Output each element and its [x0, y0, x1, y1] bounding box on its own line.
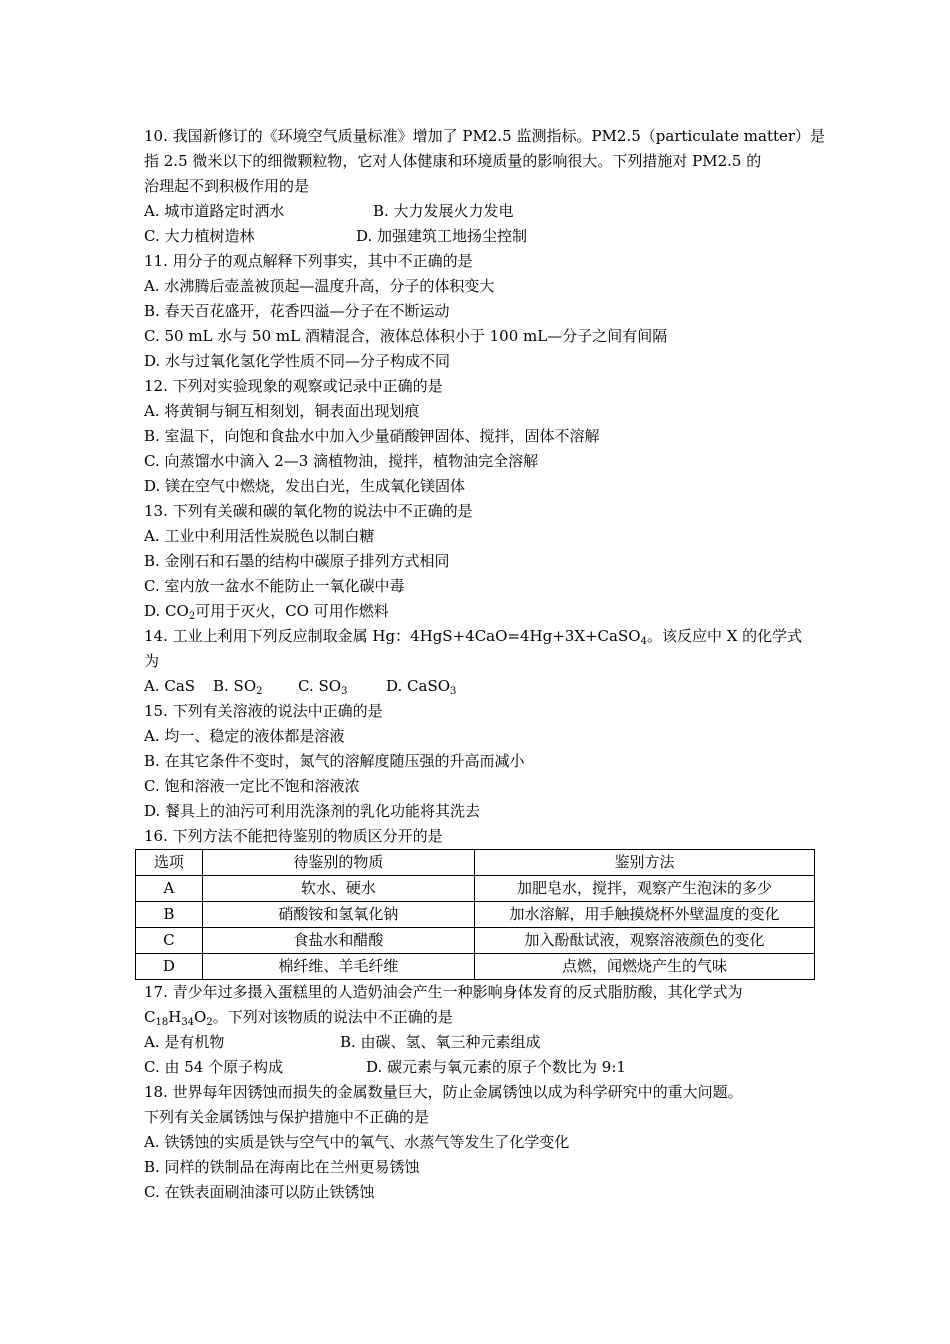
q17-formula-c-sub: 18 — [155, 1017, 169, 1028]
q16-stem: 16. 下列方法不能把待鉴别的物质区分开的是 — [144, 827, 443, 845]
q13-option-a: A. 工业中利用活性炭脱色以制白糖 — [144, 527, 375, 545]
q14-option-c-sub: 3 — [341, 686, 348, 697]
q10-option-a: A. 城市道路定时洒水 — [144, 202, 285, 220]
q14-option-b — [213, 674, 298, 699]
table-cell: 加肥皂水，搅拌，观察产生泡沫的多少 — [475, 876, 815, 902]
q13-stem: 13. 下列有关碳和碳的氧化物的说法中不正确的是 — [144, 502, 473, 520]
q17-formula-h-sub: 34 — [181, 1017, 195, 1028]
table-cell: 加水溶解，用手触摸烧杯外壁温度的变化 — [475, 902, 815, 928]
q15-option-b: B. 在其它条件不变时，氮气的溶解度随压强的升高而减小 — [144, 752, 525, 770]
q10-stem-line1: 10. 我国新修订的《环境空气质量标准》增加了 PM2.5 监测指标。PM2.5（particulate matter）是 — [144, 127, 826, 145]
q17-option-a: A. 是有机物 — [144, 1033, 225, 1051]
q14-option-b-text: B. SO — [213, 677, 257, 695]
q10-options-cd — [144, 224, 824, 249]
q14-option-a: A. CaS — [144, 677, 196, 695]
q17-options-ab — [144, 1030, 824, 1055]
q18-option-a: A. 铁锈蚀的实质是铁与空气中的氧气、水蒸气等发生了化学变化 — [144, 1133, 570, 1151]
q10-stem-line3: 治理起不到积极作用的是 — [144, 177, 310, 195]
q10-stem-line2: 指 2.5 微米以下的细微颗粒物，它对人体健康和环境质量的影响很大。下列措施对 PM2.5 的 — [144, 152, 762, 170]
q13-option-d-post: 可用于灭火，CO 可用作燃料 — [195, 602, 389, 620]
q17-option-c: C. 由 54 个原子构成 — [144, 1058, 284, 1076]
exam-page — [144, 124, 824, 1205]
q11-stem: 11. 用分子的观点解释下列事实，其中不正确的是 — [144, 252, 473, 270]
q14-option-d — [386, 674, 456, 699]
table-header-method: 鉴别方法 — [475, 850, 815, 876]
q12-option-c: C. 向蒸馏水中滴入 2—3 滴植物油，搅拌，植物油完全溶解 — [144, 452, 539, 470]
q17-formula-o: O — [194, 1008, 207, 1026]
q17-stem-post: 。下列对该物质的说法中不正确的是 — [212, 1008, 453, 1026]
q18-option-b: B. 同样的铁制品在海南比在兰州更易锈蚀 — [144, 1158, 420, 1176]
table-cell: 食盐水和醋酸 — [202, 928, 474, 954]
q12-option-b: B. 室温下，向饱和食盐水中加入少量硝酸钾固体、搅拌，固体不溶解 — [144, 427, 600, 445]
q18-stem-line2: 下列有关金属锈蚀与保护措施中不正确的是 — [144, 1108, 430, 1126]
q14-stem-line2: 为 — [144, 652, 160, 670]
table-cell: 加入酚酞试液，观察溶液颜色的变化 — [475, 928, 815, 954]
table-row — [136, 876, 815, 902]
q13-option-b: B. 金刚石和石墨的结构中碳原子排列方式相同 — [144, 552, 450, 570]
q16-table — [135, 849, 815, 980]
q10-option-b: B. 大力发展火力发电 — [373, 202, 514, 220]
q11-option-a: A. 水沸腾后壶盖被顶起—温度升高，分子的体积变大 — [144, 277, 495, 295]
q11-option-b: B. 春天百花盛开，花香四溢—分子在不断运动 — [144, 302, 450, 320]
q13-option-d-pre: D. CO — [144, 602, 189, 620]
q10-option-c: C. 大力植树造林 — [144, 227, 255, 245]
q12-stem: 12. 下列对实验现象的观察或记录中正确的是 — [144, 377, 443, 395]
q15-option-a: A. 均一、稳定的液体都是溶液 — [144, 727, 345, 745]
q18-stem-line1: 18. 世界每年因锈蚀而损失的金属数量巨大，防止金属锈蚀以成为科学研究中的重大问题。 — [144, 1083, 743, 1101]
q14-stem-sub: 4 — [640, 636, 647, 647]
q10-options-ab — [144, 199, 824, 224]
table-header-substances: 待鉴别的物质 — [202, 850, 474, 876]
q17-stem-line1: 17. 青少年过多摄入蛋糕里的人造奶油会产生一种影响身体发育的反式脂肪酸，其化学式为 — [144, 983, 743, 1001]
q17-option-b: B. 由碳、氢、氧三种元素组成 — [340, 1033, 541, 1051]
q13-option-d-sub: 2 — [188, 611, 196, 622]
q17-formula-h: H — [168, 1008, 182, 1026]
q14-stem-line1 — [144, 624, 824, 649]
q11-option-c: C. 50 mL 水与 50 mL 酒精混合，液体总体积小于 100 mL—分子之间有间隔 — [144, 327, 668, 345]
table-row — [136, 902, 815, 928]
q13-option-c: C. 室内放一盆水不能防止一氧化碳中毒 — [144, 577, 405, 595]
q15-stem: 15. 下列有关溶液的说法中正确的是 — [144, 702, 383, 720]
q13-option-d — [144, 599, 824, 624]
table-cell: 棉纤维、羊毛纤维 — [202, 954, 474, 980]
q14-stem-post: 。该反应中 X 的化学式 — [646, 627, 803, 645]
q12-option-d: D. 镁在空气中燃烧，发出白光，生成氧化镁固体 — [144, 477, 466, 495]
table-header-option: 选项 — [136, 850, 203, 876]
table-cell: B — [136, 902, 203, 928]
table-cell: 软水、硬水 — [202, 876, 474, 902]
q17-stem-line2 — [144, 1005, 824, 1030]
table-cell: D — [136, 954, 203, 980]
q17-options-cd — [144, 1055, 824, 1080]
q14-option-c-text: C. SO — [298, 677, 342, 695]
q15-option-d: D. 餐具上的油污可利用洗涤剂的乳化功能将其洗去 — [144, 802, 481, 820]
q11-option-d: D. 水与过氧化氢化学性质不同—分子构成不同 — [144, 352, 451, 370]
table-cell: C — [136, 928, 203, 954]
table-row — [136, 928, 815, 954]
q14-options — [144, 674, 824, 699]
q14-stem-pre: 14. 工业上利用下列反应制取金属 Hg：4HgS+4CaO=4Hg+3X+CaSO — [144, 627, 641, 645]
q15-option-c: C. 饱和溶液一定比不饱和溶液浓 — [144, 777, 360, 795]
table-row — [136, 954, 815, 980]
q18-option-c: C. 在铁表面刷油漆可以防止铁锈蚀 — [144, 1183, 375, 1201]
q17-formula-o-sub: 2 — [206, 1017, 213, 1028]
q14-option-d-sub: 3 — [450, 686, 457, 697]
table-cell: A — [136, 876, 203, 902]
q17-option-d: D. 碳元素与氧元素的原子个数比为 9:1 — [366, 1058, 626, 1076]
q10-option-d: D. 加强建筑工地扬尘控制 — [356, 227, 528, 245]
q14-option-c — [298, 674, 386, 699]
q17-formula-c: C — [144, 1008, 156, 1026]
table-header-row — [136, 850, 815, 876]
q14-option-d-text: D. CaSO — [386, 677, 451, 695]
table-cell: 硝酸铵和氢氧化钠 — [202, 902, 474, 928]
table-cell: 点燃，闻燃烧产生的气味 — [475, 954, 815, 980]
q14-option-b-sub: 2 — [256, 686, 263, 697]
q12-option-a: A. 将黄铜与铜互相刻划，铜表面出现划痕 — [144, 402, 420, 420]
